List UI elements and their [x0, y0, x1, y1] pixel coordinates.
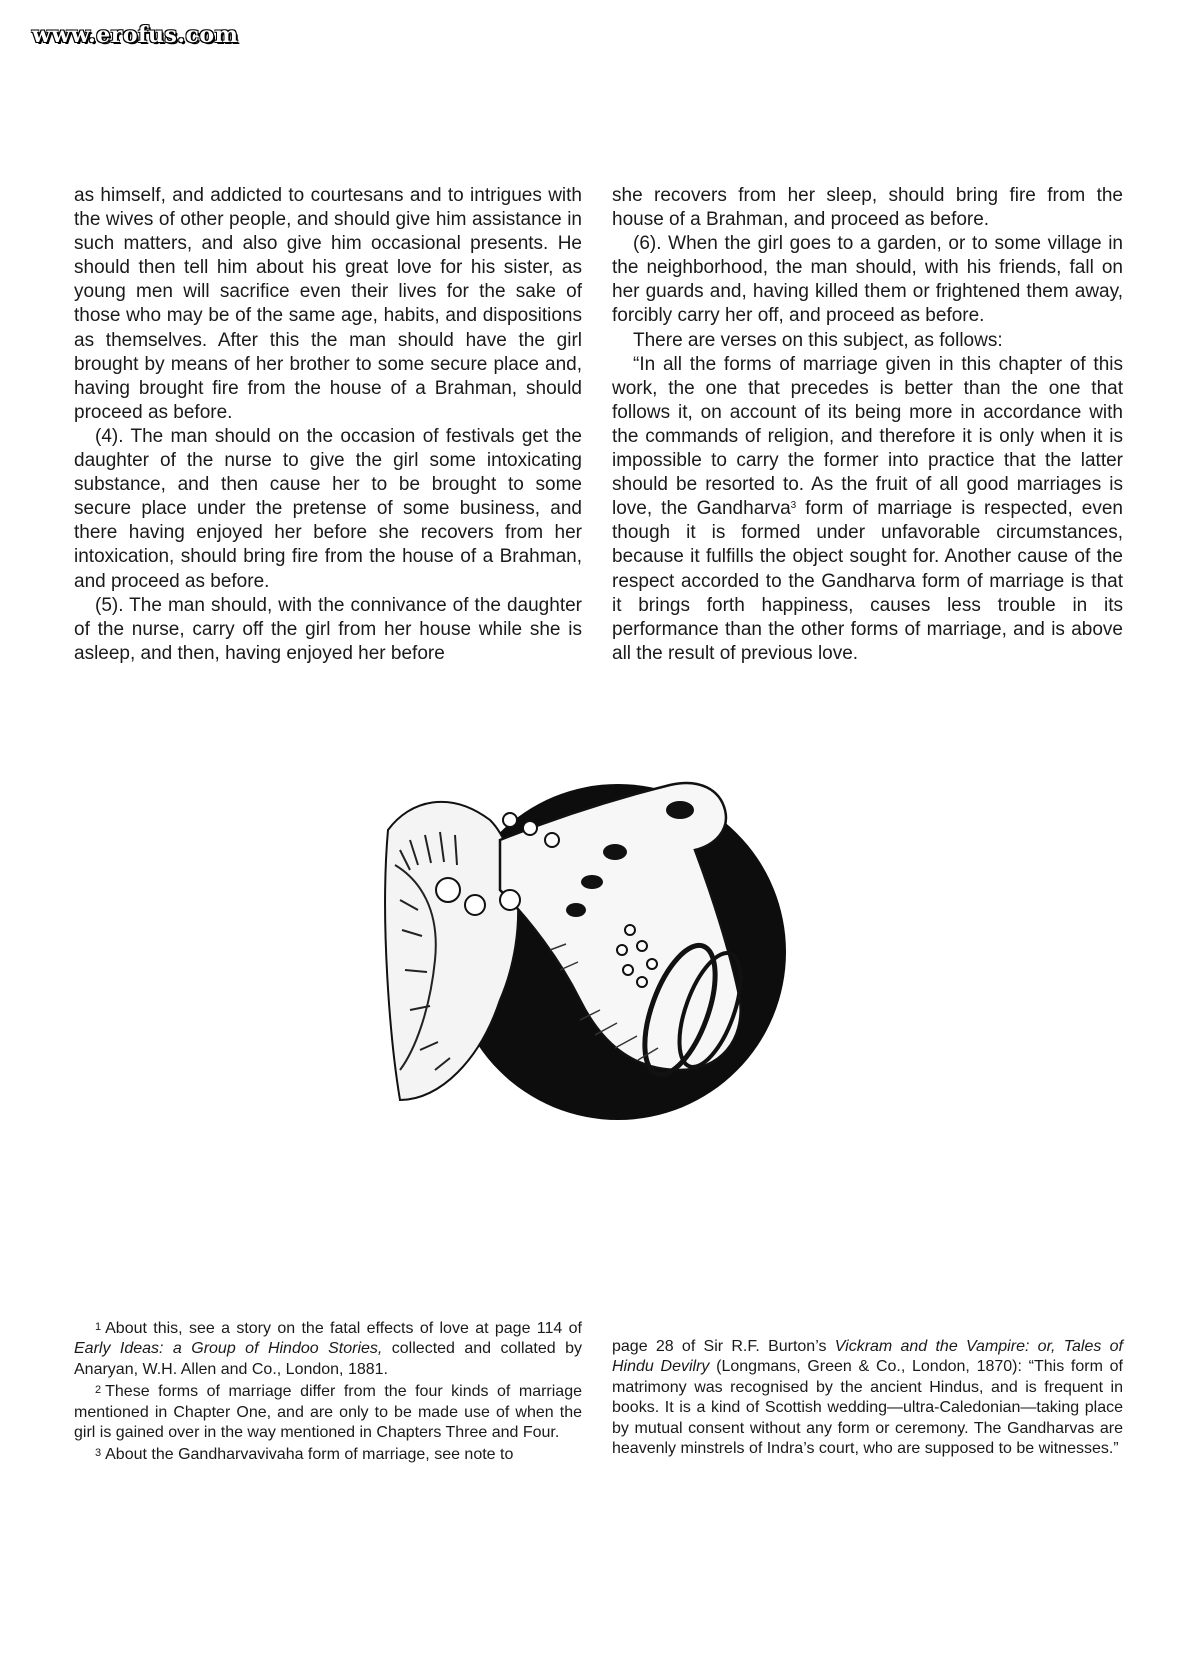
footnote-text: These forms of marriage differ from the four kinds of marriage mentioned in Chapter One, and are only to be made use of when the girl is gained over in the way mentioned in Chapters Three and Four. [74, 1383, 582, 1442]
footnote-text: (Longmans, Green & Co., London, 1870): “This form of matrimony was recognised by the ancient Hindus, and is frequent in books. It is a kind of Scottish wedding—ultra-Caledonian—taking place by mutual consent without any form or ceremony. The Gandharvas are heavenly minstrels of Indra’s court, who are supposed to be witnesses.” [612, 1358, 1123, 1458]
left-footnotes [74, 1317, 582, 1466]
right-text-column [612, 184, 1123, 666]
paragraph: (5). The man should, with the connivance of the daughter of the nurse, carry off the girl from her house while she is asleep, and then, having enjoyed her before [74, 594, 582, 664]
footnote [74, 1380, 582, 1443]
footnote-text: page 28 of Sir R.F. Burton’s [612, 1338, 835, 1355]
right-footnotes [612, 1337, 1123, 1459]
footnote-ref: 3 [790, 500, 797, 512]
footnote-text: About this, see a story on the fatal effects of love at page 114 of [105, 1320, 582, 1337]
paragraph: as himself, and addicted to courtesans and to intrigues with the wives of other people, and should give him assistance in such matters, and also give him occasional presents. He should then tell him about his great love for his sister, as young men will sacrifice even their lives for the sake of those who may be of the same age, habits, and dispositions as themselves. After this the man should have the girl brought by means of her brother to some secure place and, having brought fire from the house of a Brahman, should proceed as before. [74, 185, 582, 423]
paragraph: (6). When the girl goes to a garden, or to some village in the neighborhood, the man should, with his friends, fall on her guards and, having killed them or frightened them away, forcibly carry her off, and proceed as before. [612, 233, 1123, 327]
footnote-number: 1 [95, 1321, 102, 1333]
paragraph-text: “In all the forms of marriage given in this chapter of this work, the one that precedes is better than the one that follows it, on account of its being more in accordance with the commands of religion, and therefore it is only when it is impossible to carry the former into practice that the latter should be resorted to. As the fruit of all good marriages is love, the Gandharva [612, 353, 1123, 520]
footnote-number: 2 [95, 1384, 102, 1397]
paragraph-text: form of marriage is respected, even though it is formed under unfavorable circumstances, because it fulfills the object sought for. Another cause of the respect accorded to the Gandharva form of marriage is that it brings forth happiness, causes less trouble in its performance than the other forms of marriage, and is above all the result of previous love. [612, 498, 1123, 664]
footnote [74, 1443, 582, 1465]
paragraph: (4). The man should on the occasion of festivals get the daughter of the nurse to give the girl some intoxicating substance, and then cause her to be brought to some secure place under the pretense of some business, and there having enjoyed her before she recovers from her intoxication, should bring fire from the house of a Brahman, and proceed as before. [74, 425, 582, 592]
foot-illustration [380, 770, 830, 1150]
footnote [74, 1317, 582, 1380]
footnote-number: 3 [95, 1447, 102, 1460]
footnote-text: collected and collated by Anaryan, W.H. Allen and Co., London, 1881. [74, 1340, 582, 1378]
paragraph [612, 353, 1123, 666]
left-text-column [74, 184, 582, 666]
footnote-title: Vickram and the Vampire: or, Tales of Hindu Devilry [612, 1338, 1124, 1376]
paragraph: There are verses on this subject, as follows: [633, 329, 1003, 351]
watermark: www.erofus.com [32, 22, 239, 48]
paragraph: she recovers from her sleep, should bring fire from the house of a Brahman, and proceed as before. [612, 185, 1123, 231]
footnote-text: About the Gandharvavivaha form of marriage, see note to [105, 1446, 514, 1464]
footnote [612, 1337, 1123, 1459]
footnote-title: Early Ideas: a Group of Hindoo Stories, [74, 1340, 383, 1358]
